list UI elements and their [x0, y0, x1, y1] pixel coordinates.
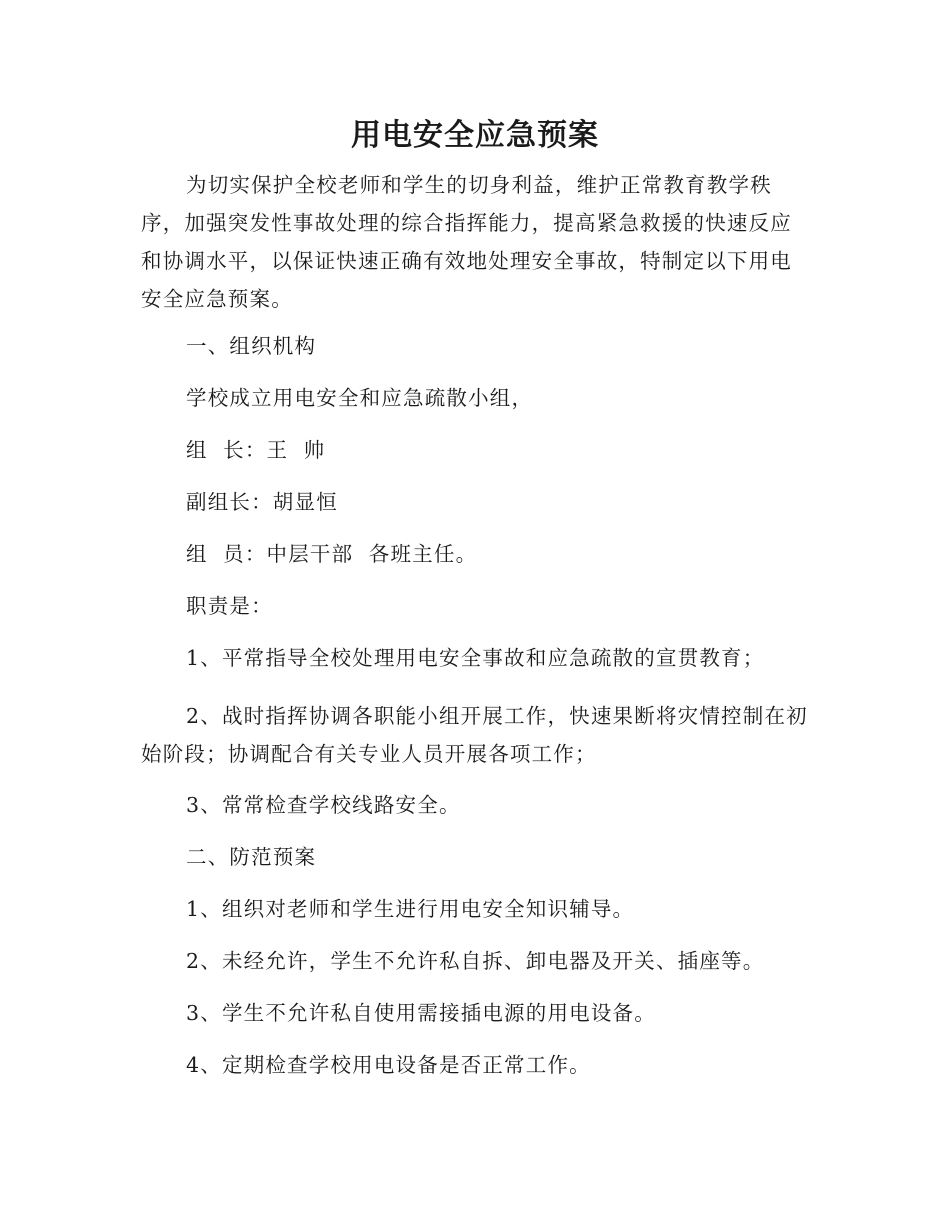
- paragraph-deputy-leader: 副组长：胡显恒: [186, 490, 338, 514]
- document-title: 用电安全应急预案: [351, 118, 599, 153]
- paragraph-prevention-4: 4、定期检查学校用电设备是否正常工作。: [186, 1053, 591, 1077]
- paragraph-team-members: 组 员：中层干部 各班主任。: [186, 542, 478, 566]
- paragraph-duty-1: 1、平常指导全校处理用电安全事故和应急疏散的宣贯教育；: [186, 646, 765, 670]
- paragraph-team-leader: 组 长：王 帅: [186, 438, 326, 462]
- paragraph-prevention-2: 2、未经允许，学生不允许私自拆、卸电器及开关、插座等。: [186, 949, 765, 973]
- paragraph-prevention-3: 3、学生不允许私自使用需接插电源的用电设备。: [186, 1001, 656, 1025]
- paragraph-prevention-1: 1、组织对老师和学生进行用电安全知识辅导。: [186, 897, 635, 921]
- paragraph-duties-heading: 职责是：: [186, 594, 273, 618]
- paragraph-team-established: 学校成立用电安全和应急疏散小组，: [186, 386, 534, 410]
- intro-paragraph: 为切实保护全校老师和学生的切身利益，维护正常教育教学秩序，加强突发性事故处理的综合指挥能力，提高紧急救援的快速反应和协调水平，以保证快速正确有效地处理安全事故，特制定以下用电安全应急预案。: [141, 173, 792, 311]
- section-heading-organization: 一、组织机构: [186, 334, 317, 358]
- paragraph-duty-2: 2、战时指挥协调各职能小组开展工作，快速果断将灾情控制在初始阶段；协调配合有关专业人员开展各项工作；: [141, 704, 808, 766]
- section-heading-prevention: 二、防范预案: [186, 845, 317, 869]
- paragraph-duty-3: 3、常常检查学校线路安全。: [186, 793, 461, 817]
